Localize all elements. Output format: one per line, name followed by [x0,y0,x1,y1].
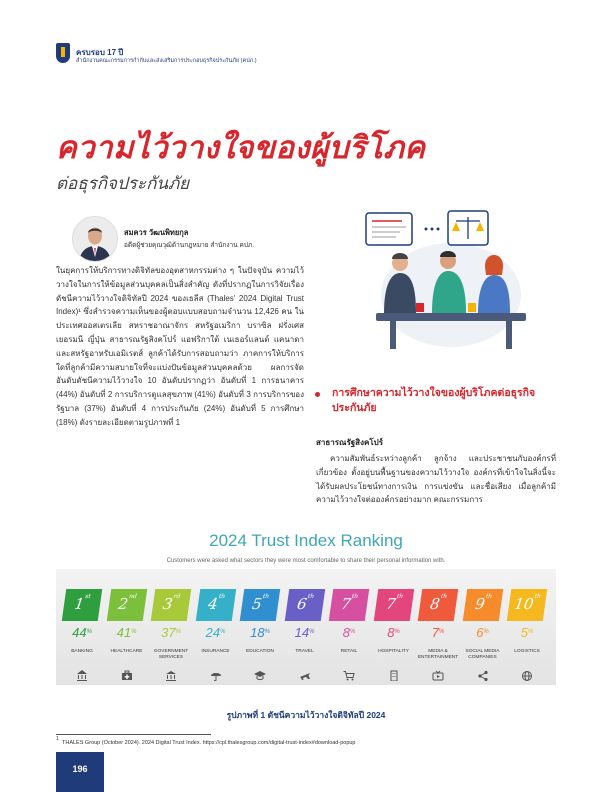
rank-number: 1 [73,595,86,613]
rank-number: 8 [428,595,442,613]
rank-percent [461,625,505,640]
percent-value: 41 [116,625,132,640]
media-icon [432,670,444,681]
rank-number: 9 [473,595,486,613]
rank-category: TRAVEL [295,649,314,654]
rank-category: MEDIA & ENTERTAINMENT [417,649,459,660]
header-logo [56,43,70,63]
rank-category: BANKING [71,649,93,654]
bank-icon [76,670,88,681]
government-building-icon [165,670,177,681]
rank-tile [106,589,146,621]
percent-value: 44 [72,625,87,640]
rank-category: LOGISTICS [514,649,540,654]
percent-sign: % [438,629,445,635]
umbrella-icon [210,670,222,681]
percent-value: 8 [387,625,395,640]
intro-paragraph: ในยุคการให้บริการทางดิจิทัลของอุตสาหกรรมต่าง ๆ ในปัจจุบัน ความไว้วางใจในการให้ข้อมูลส่วนบุคคลเป็นสิ่งสำคัญ ดังที่ปรากฏในการวิจัยเรื่อง ดัชนีความไว้วางใจดิจิทัลปี 2024 ของเธลีส (Thales' 2024 Digital Trust Index)¹ ซึ่งสำรวจความเห็นของผู้ตอบแบบสอบถามจำนวน 12,426 คน ในประเทศออสเตรเลีย สหราชอาณาจักร สหรัฐอเมริกา บราซิล ฝรั่งเศส เยอรมนี ญี่ปุ่น สาธารณรัฐสิงคโปร์ แอฟริกาใต้ เนเธอร์แลนด์ แคนาดา และสหรัฐอาหรับเอมิเรตส์ ลูกค้าได้รับการสอบถามว่า ภาคการให้บริการใดที่ลูกค้ามีความสบายใจที่จะแบ่งปันข้อมูลส่วนบุคคลด้วย ผลการจัดอันดับดัชนีความไว้วางใจ 10 อันดับปรากฏว่า อันดับที่ 1 การธนาคาร (44%) อันดับที่ 2 การบริการดูแลสุขภาพ (41%) อันดับที่ 3 การบริการของรัฐบาล (37%) อันดับที่ 4 การประกันภัย (24%) อันดับที่ 5 การศึกษา (18%) ดังรายละเอียดตามรูปภาพที่ 1 [56,266,304,427]
percent-sign: % [175,629,181,635]
subsection-heading: สาธารณรัฐสิงคโปร์ [316,438,383,447]
rank-suffix: nd [128,593,137,600]
percent-value: 24 [205,625,221,640]
percent-value: 6 [476,625,484,640]
rank-suffix: st [84,593,92,600]
rank-percent [416,625,460,640]
rank-percent [372,625,416,640]
header-organization: สำนักงานคณะกรรมการกำกับและส่งเสริมการประกอบธุรกิจประกันภัย (คปภ.) [76,58,257,64]
percent-sign: % [264,629,270,635]
rank-tile [462,589,502,621]
percent-sign: % [131,629,137,635]
medical-bag-icon [121,670,133,681]
rank-percent [149,625,193,640]
section-bullet [315,392,320,397]
figure-caption: รูปภาพที่ 1 ดัชนีความไว้วางใจดิจิทัลปี 2024 [226,710,386,720]
footnote-text: THALES Group (October 2024). 2024 Digital Trust Index. https://cpl.thalesgroup.com/digital-trust-index#download-popup [62,740,356,746]
author-name: สมควร วัฒนพิทยกุล [124,228,189,237]
percent-sign: % [309,629,315,635]
rank-number: 7 [339,595,353,613]
share-icon [477,670,489,681]
rank-suffix: th [395,593,404,600]
rank-category: HOSPITALITY [378,649,409,654]
rank-category: RETAIL [340,649,358,654]
percent-sign: % [483,629,489,635]
rank-suffix: th [484,593,493,600]
percent-value: 37 [161,625,176,640]
rank-tile [240,589,280,621]
rank-category: GOVERNMENT SERVICES [153,649,189,660]
rank-number: 5 [250,595,264,613]
rank-tile [195,589,235,621]
rank-percent [327,625,371,640]
rank-tile [373,589,413,621]
rank-percent [60,625,104,640]
rank-number: 6 [295,595,308,613]
infographic-subtitle: Customers were asked what sectors they were most comfortable to share their personal information with. [166,558,446,564]
rank-suffix: th [534,593,542,600]
percent-sign: % [349,629,356,635]
rank-suffix: th [351,593,359,600]
rank-percent [283,625,327,640]
rank-category: EDUCATION [246,649,274,654]
section-heading: การศึกษาความไว้วางใจของผู้บริโภคต่อธุรกิจประกันภัย [332,387,536,414]
footnote-rule [56,734,211,735]
percent-value: 14 [294,625,310,640]
percent-value: 5 [520,625,528,640]
trust-index-infographic [56,527,556,685]
author-position: อดีตผู้ช่วยคุณวุฒิด้านกฎหมาย สำนักงาน คปภ. [124,242,255,249]
meeting-illustration [356,205,546,353]
rank-category: INSURANCE [201,649,230,654]
percent-sign: % [527,629,534,635]
graduation-cap-icon [254,670,266,681]
rank-number: 4 [206,595,219,613]
percent-sign: % [394,629,400,635]
rank-tile [284,589,324,621]
percent-value: 8 [342,625,350,640]
airplane-icon [299,670,311,681]
rank-suffix: th [306,593,315,600]
percent-value: 18 [250,625,265,640]
section-paragraph: ความสัมพันธ์ระหว่างลูกค้า ลูกจ้าง และประชาชนกับองค์กรที่เกี่ยวข้อง ตั้งอยู่บนพื้นฐานของความไว้วางใจ องค์กรที่เข้าใจในสิ่งนี้จะได้รับผลประโยชน์ทางการเงิน การแข่งขัน และชื่อเสียง เมื่อลูกค้ามีความไว้วางใจต่อองค์กรอย่างมาก คณะกรรมการ [316,454,556,505]
rank-percent [238,625,282,640]
header-anniversary: ครบรอบ 17 ปี [76,48,124,57]
rank-percent [505,625,549,640]
hotel-icon [388,670,400,681]
rank-percent [105,625,149,640]
rank-suffix: th [217,593,226,600]
infographic-title: 2024 Trust Index Ranking [209,531,403,550]
rank-number: 7 [384,595,397,613]
rank-tile [507,589,547,621]
percent-sign: % [86,629,92,635]
shopping-cart-icon [343,670,355,681]
rank-tile [329,589,369,621]
page-number: 196 [72,764,88,774]
footnote-number: 1 [56,736,59,742]
rank-suffix: th [440,593,448,600]
percent-sign: % [220,629,226,635]
rank-number: 10 [513,595,535,613]
globe-icon [521,670,533,681]
rank-tile [62,589,102,621]
percent-value: 7 [431,625,439,640]
author-photo [73,217,117,261]
rank-category: SOCIAL MEDIA COMPANIES [465,649,500,660]
author-avatar [72,216,118,262]
rank-tile [418,589,458,621]
rank-suffix: th [262,593,270,600]
article-title: ความไว้วางใจของผู้บริโภค [56,130,426,165]
rank-tile [151,589,191,621]
rank-percent [194,625,238,640]
article-subtitle: ต่อธุรกิจประกันภัย [56,174,190,193]
rank-number: 2 [116,595,129,613]
rank-number: 3 [161,595,174,613]
rank-category: HEALTHCARE [110,649,143,654]
rank-suffix: rd [173,593,181,600]
